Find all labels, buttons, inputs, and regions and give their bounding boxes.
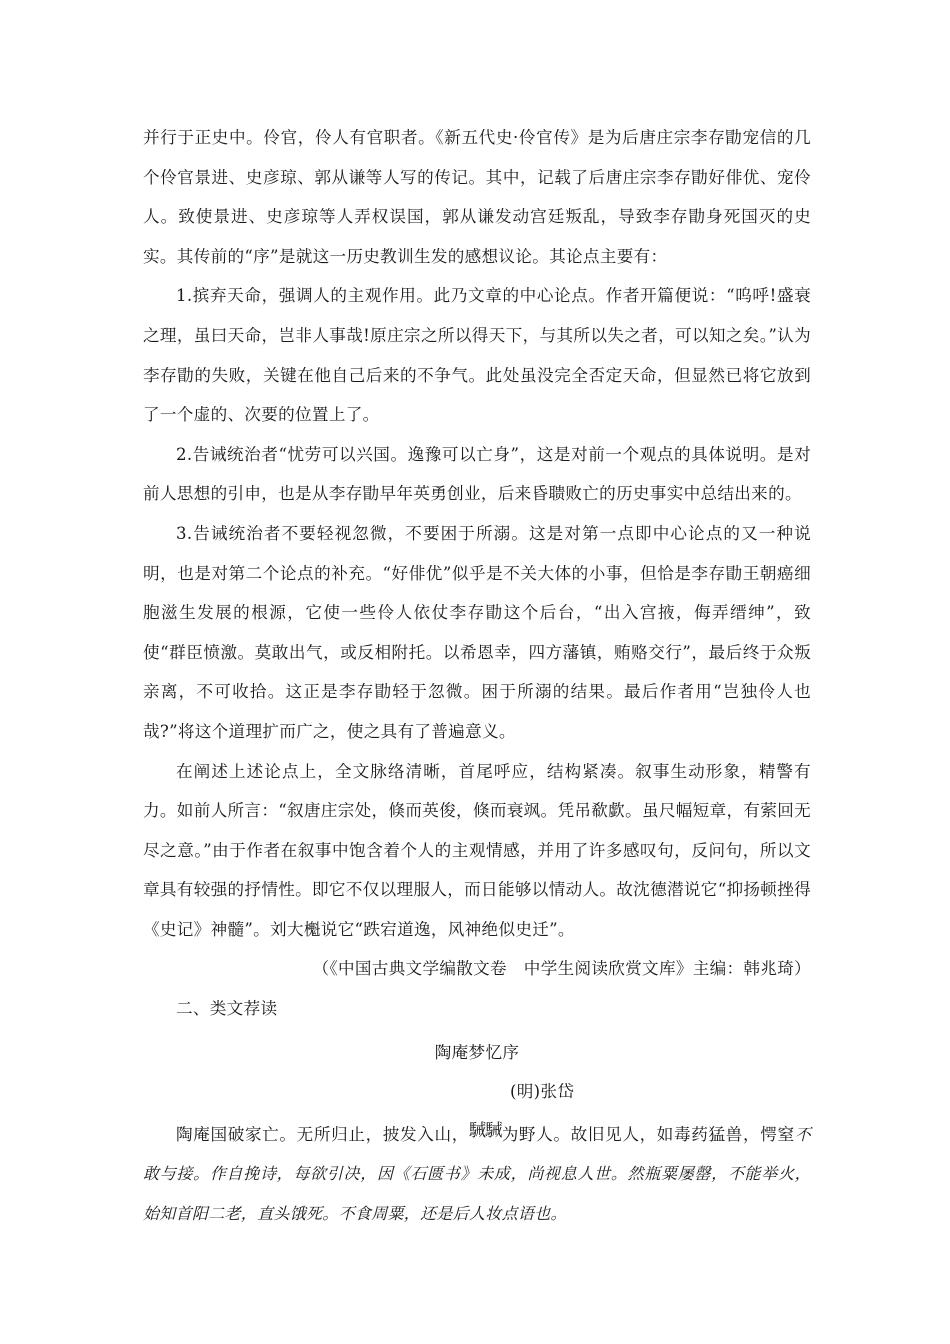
source-citation: （《中国古典文学编散文卷 中学生阅读欣赏文库》主编：韩兆琦） (312, 959, 811, 979)
essay-body-paragraph (143, 1112, 811, 1234)
document-body (143, 118, 811, 1234)
summary-paragraph: 在阐述上述论点上，全文脉络清晰，首尾呼应，结构紧凑。叙事生动形象，精警有力。如前人所言：“叙唐庄宗处，倏而英俊，倏而衰飒。凭吊欷歔。虽尺幅短章，有萦回无尽之意。”由于作者在叙事中饱含着个人的主观情感，并用了许多感叹句，反问句，所以文章具有较强的抒情性。即它不仅以理服人，而日能够以情动人。故沈德潜说它“抑扬顿挫得《史记》神髓”。刘大櫆说它“跌宕道逸，风神绝似史迁”。 (143, 761, 811, 939)
point-1-paragraph: 1.摈弃天命，强调人的主观作用。此乃文章的中心论点。作者开篇便说：“呜呼!盛衰之理，虽曰天命，岂非人事哉!原庄宗之所以得天下，与其所以失之者，可以知之矣。”认为李存勖的失败，关键在他自己后来的不争气。此处虽没完全否定天命，但显然已将它放到了一个虚的、次要的位置上了。 (143, 286, 811, 425)
point-2-paragraph: 2.告诫统治者“忧劳可以兴国。逸豫可以亡身”，这是对前一个观点的具体说明。是对前人思想的引申，也是从李存勖早年英勇创业，后来昏聩败亡的历史事实中总结出来的。 (143, 444, 811, 504)
essay-body-part1: 陶庵国破家亡。无所归止，披发入山， (176, 1124, 469, 1144)
essay-author: (明)张岱 (510, 1082, 575, 1102)
intro-paragraph: 并行于正史中。伶官，伶人有官职者。《新五代史·伶官传》是为后唐庄宗李存勖宠信的几个伶官景进、史彦琼、郭从谦等人写的传记。其中，记载了后唐庄宗李存勖好俳优、宠伶人。致使景进、史彦琼等人弄权误国，郭从谦发动宫廷叛乱，导致李存勖身死国灭的史实。其传前的“序”是就这一历史教训生发的感想议论。其论点主要有： (143, 128, 811, 266)
point-3-paragraph: 3.告诫统治者不要轻视忽微，不要困于所溺。这是对第一点即中心论点的又一种说明，也是对第二个论点的补充。“好俳优”似乎是不关大体的小事，但恰是李存勖王朝癌细胞滋生发展的根源，它使一些伶人依仗李存勖这个后台，“出入宫掖，侮弄缙绅”，致使“群臣愤激。莫敢出气，或反相附托。以希恩幸，四方藩镇，贿赂交行”，最后终于众叛亲离，不可收拾。这正是李存勖轻于忽微。困于所溺的结果。最后作者用“岂独伶人也哉?”将这个道理扩而广之，使之具有了普遍意义。 (143, 523, 811, 741)
essay-rare-characters: 駴駴 (469, 1120, 502, 1141)
essay-body-part2: 为野人。故旧见人，如毒药猛兽，愕窒 (501, 1124, 795, 1144)
section-heading: 二、类文荐读 (176, 999, 278, 1019)
essay-title: 陶庵梦忆序 (434, 1042, 520, 1062)
essay-body-italic: 不敢与接。作自挽诗，每欲引决，因《石匮书》未成，尚视息人世。然瓶粟屡罄，不能举火，始知首阳二老，直头饿死。不食周粟，还是后人妆点语也。 (143, 1124, 811, 1224)
